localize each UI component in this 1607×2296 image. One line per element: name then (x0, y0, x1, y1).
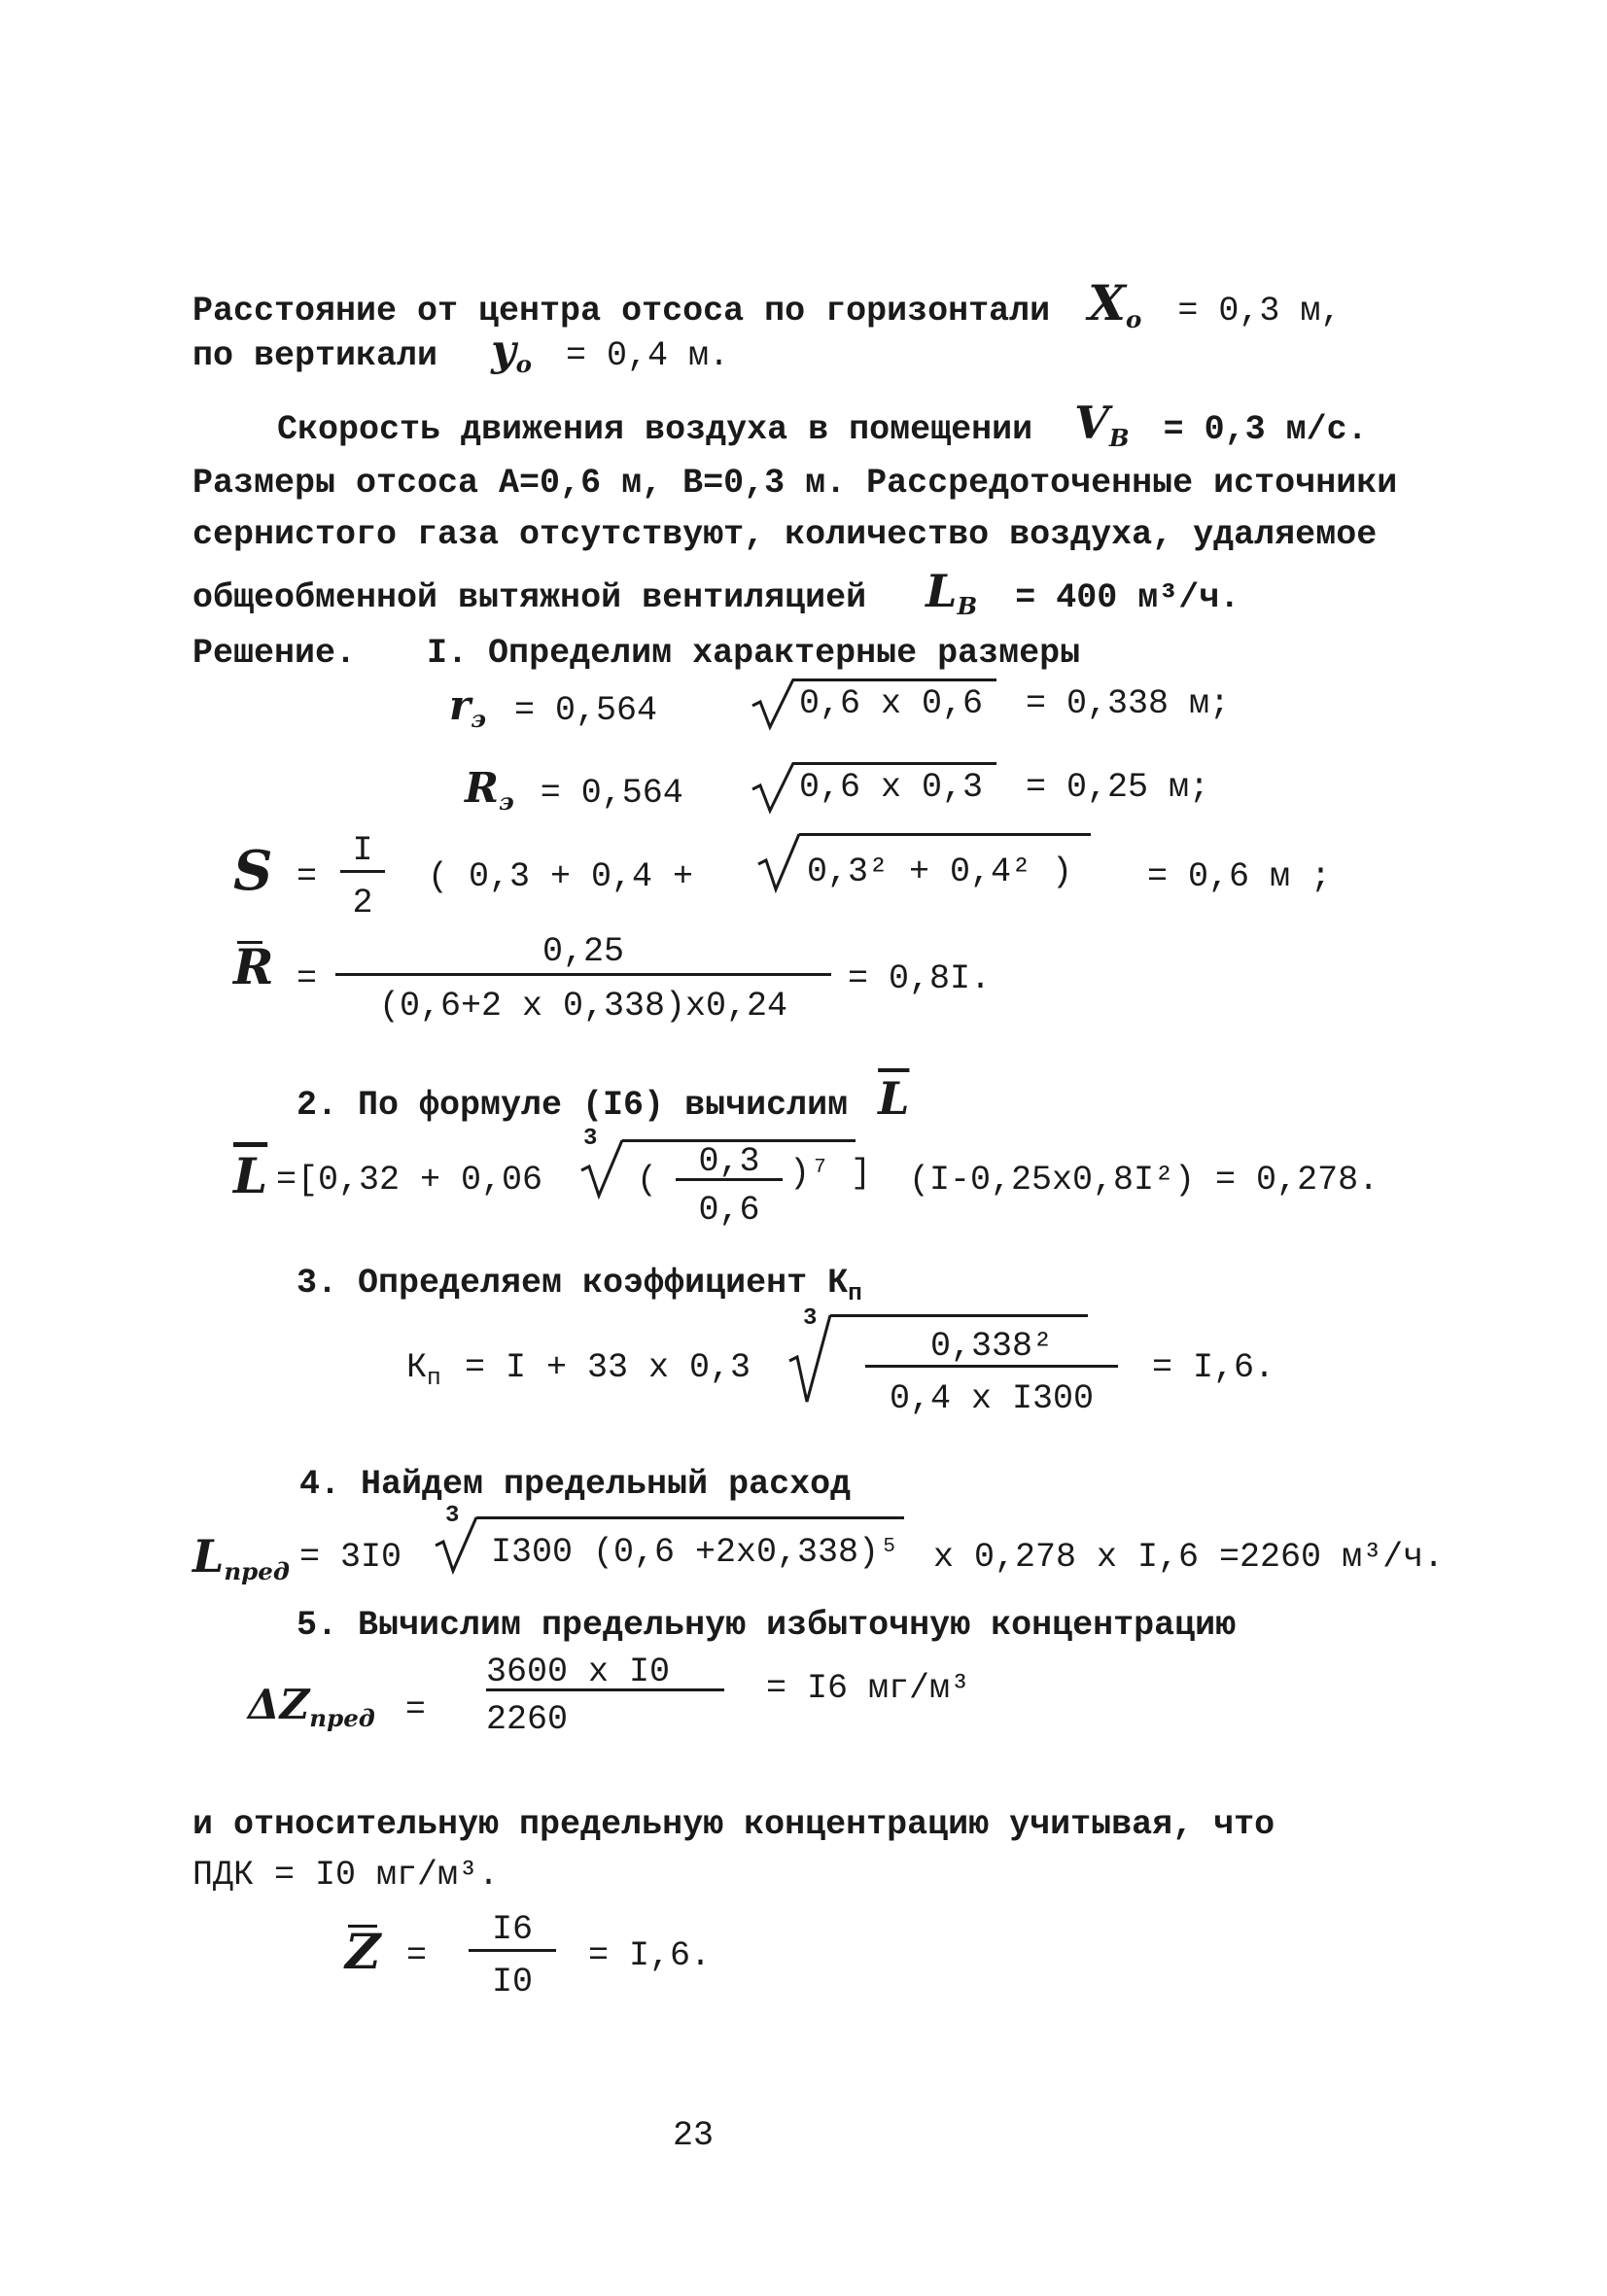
para1-line1-text: Расстояние от центра отсоса по горизонтали (192, 292, 1051, 330)
Kp-result: = I,6. (1152, 1348, 1275, 1387)
Lbar-open: [0,32 + 0,06 (297, 1161, 543, 1200)
S-var: S (233, 839, 273, 903)
Rbar-fraction-bar (335, 973, 831, 976)
r-result: = 0,338 м; (1026, 684, 1231, 723)
zbar-fraction-bar (469, 1949, 556, 1952)
Lpred-lhs (192, 1530, 290, 1585)
vb-value: = 0,3 м/с. (1163, 410, 1368, 449)
Kp-root-index: 3 (803, 1305, 818, 1332)
vb-var: V (1074, 397, 1109, 449)
sqrt-sign (751, 760, 795, 815)
S-eq: = (297, 857, 318, 896)
r-var: r (449, 681, 472, 729)
dz-sub: пред (309, 1704, 375, 1732)
Kp-middle: = I + 33 х 0,3 (465, 1348, 751, 1387)
dz-result: = I6 мг/м³ (766, 1669, 971, 1708)
para1-line1 (192, 274, 1342, 333)
zbar-var: Z (345, 1923, 381, 1980)
Lbar-power: )⁷ ] (789, 1154, 872, 1193)
x0-var: X (1088, 274, 1126, 331)
Kp-fraction-bar (865, 1365, 1118, 1368)
Lbar-denominator: 0,6 (698, 1191, 760, 1230)
cube-root-sign (579, 1137, 624, 1200)
Rbar-denominator: (0,6+2 х 0,338)х0,24 (378, 987, 788, 1026)
S-middle: ( 0,3 + 0,4 + (428, 857, 694, 896)
zbar-numerator: I6 (491, 1910, 533, 1949)
lb-value: = 400 м³/ч. (1015, 578, 1240, 617)
x0-sub: o (1125, 305, 1142, 333)
Lbar-paren: ( (637, 1161, 658, 1200)
after-line2: ПДК = I0 мг/м³. (192, 1856, 500, 1895)
page-number: 23 (673, 2116, 715, 2155)
dz-denominator: 2260 (486, 1700, 569, 1739)
Kp-sub: п (427, 1366, 441, 1392)
Rbar-result: = 0,8I. (848, 959, 992, 998)
Kp-lhs (406, 1348, 441, 1392)
cube-root-bar (830, 1314, 1088, 1317)
sqrt-bar (799, 833, 1091, 836)
para3-line3-text: общеобменной вытяжной вентиляцией (192, 578, 867, 617)
R-var: R (465, 764, 499, 812)
step3-sub: п (848, 1281, 862, 1307)
r-sub: э (471, 705, 486, 733)
Lpred-var: L (192, 1530, 225, 1583)
R-coef: = 0,564 (540, 774, 683, 813)
step3-text: 3. Определяем коэффициент К (297, 1264, 849, 1303)
step2-text: 2. По формуле (I6) вычислим (297, 1086, 849, 1125)
sqrt-sign (756, 831, 801, 893)
y0-sub: o (515, 350, 532, 378)
para3-line2: сернистого газа отсутствуют, количество воздуха, удаляемое (192, 515, 1378, 554)
Lpred-radicand: I300 (0,6 +2х0,338)⁵ (491, 1533, 900, 1572)
R-radicand: 0,6 х 0,3 (799, 768, 984, 807)
y0-var: y (491, 326, 516, 375)
dz-fraction-bar (486, 1688, 724, 1691)
dz-lhs (248, 1681, 426, 1732)
Lpred-root-index: 3 (445, 1503, 460, 1529)
zbar-denominator: I0 (491, 1963, 533, 2001)
para3-line3 (192, 565, 1240, 620)
eq-R-lhs (465, 764, 683, 816)
eq-r-lhs (449, 681, 657, 733)
S-radicand: 0,3² + 0,4² ) (807, 852, 1073, 891)
step3-line (297, 1264, 862, 1307)
Lbar-root-index: 3 (583, 1126, 598, 1152)
Rbar-var: R (233, 938, 274, 995)
step4-text: 4. Найдем предельный расход (299, 1465, 852, 1504)
S-fraction-bar (340, 870, 385, 873)
Lbar-tail: (I-0,25х0,8I²) = 0,278. (909, 1161, 1380, 1200)
Rbar-overline (237, 941, 262, 944)
cube-root-sign (434, 1514, 478, 1575)
x0-value: = 0,3 м, (1177, 292, 1342, 330)
vb-sub: B (1108, 424, 1130, 452)
cube-root-sign (787, 1312, 832, 1406)
Kp-numerator: 0,338² (929, 1327, 1054, 1366)
para3-line1: Размеры отсоса А=0,6 м, В=0,3 м. Рассредоточенные источники (192, 464, 1398, 503)
Lpred-middle: = 3I0 (299, 1538, 402, 1577)
S-numerator: I (352, 831, 373, 870)
para1-line2 (192, 326, 730, 378)
Kp-var: К (406, 1348, 428, 1387)
Lbar-eq: = (276, 1161, 297, 1200)
para2-line (277, 397, 1368, 452)
Rbar-numerator: 0,25 (541, 932, 624, 971)
sqrt-bar (792, 762, 996, 765)
r-radicand: 0,6 х 0,6 (799, 684, 984, 723)
Rbar-eq: = (297, 959, 318, 998)
sqrt-sign (751, 677, 795, 731)
dz-numerator: 3600 х I0 (486, 1652, 671, 1691)
solution-heading (192, 634, 1081, 673)
y0-value: = 0,4 м. (566, 336, 730, 375)
dz-eq: = (404, 1690, 426, 1729)
after-line1: и относительную предельную концентрацию учитывая, что (192, 1805, 1275, 1844)
dz-var: ΔZ (248, 1681, 310, 1728)
step2-line (297, 1072, 910, 1125)
zbar-result: = I,6. (588, 1936, 712, 1975)
Kp-denominator: 0,4 х I300 (889, 1379, 1095, 1418)
Lpred-sub: пред (224, 1557, 290, 1585)
R-result: = 0,25 м; (1026, 768, 1210, 807)
S-denominator: 2 (352, 884, 373, 922)
zbar-overline (348, 1925, 377, 1928)
para1-line2-text: по вертикали (192, 336, 438, 375)
Lbar-numerator: 0,3 (698, 1142, 760, 1181)
lb-sub: B (957, 592, 978, 620)
solution-label: Решение. (192, 634, 357, 673)
R-sub: э (498, 787, 514, 816)
S-result: = 0,6 м ; (1147, 857, 1332, 896)
sqrt-bar (792, 678, 996, 681)
step5-text: 5. Вычислим предельную избыточную концентрацию (297, 1606, 1237, 1645)
zbar-eq: = (406, 1936, 428, 1975)
lb-var: L (926, 565, 958, 617)
Lbar-fraction-bar (676, 1178, 783, 1181)
Lpred-result: х 0,278 х I,6 =2260 м³/ч. (933, 1538, 1445, 1577)
step2-var: $\overline{L}$ (878, 1072, 910, 1125)
para2-text: Скорость движения воздуха в помещении (277, 410, 1033, 449)
step1-text: I. Определим характерные размеры (427, 634, 1081, 673)
Lbar-var: $\overline{L}$ (233, 1147, 268, 1204)
r-coef: = 0,564 (513, 691, 657, 730)
cube-root-bar (476, 1516, 904, 1519)
